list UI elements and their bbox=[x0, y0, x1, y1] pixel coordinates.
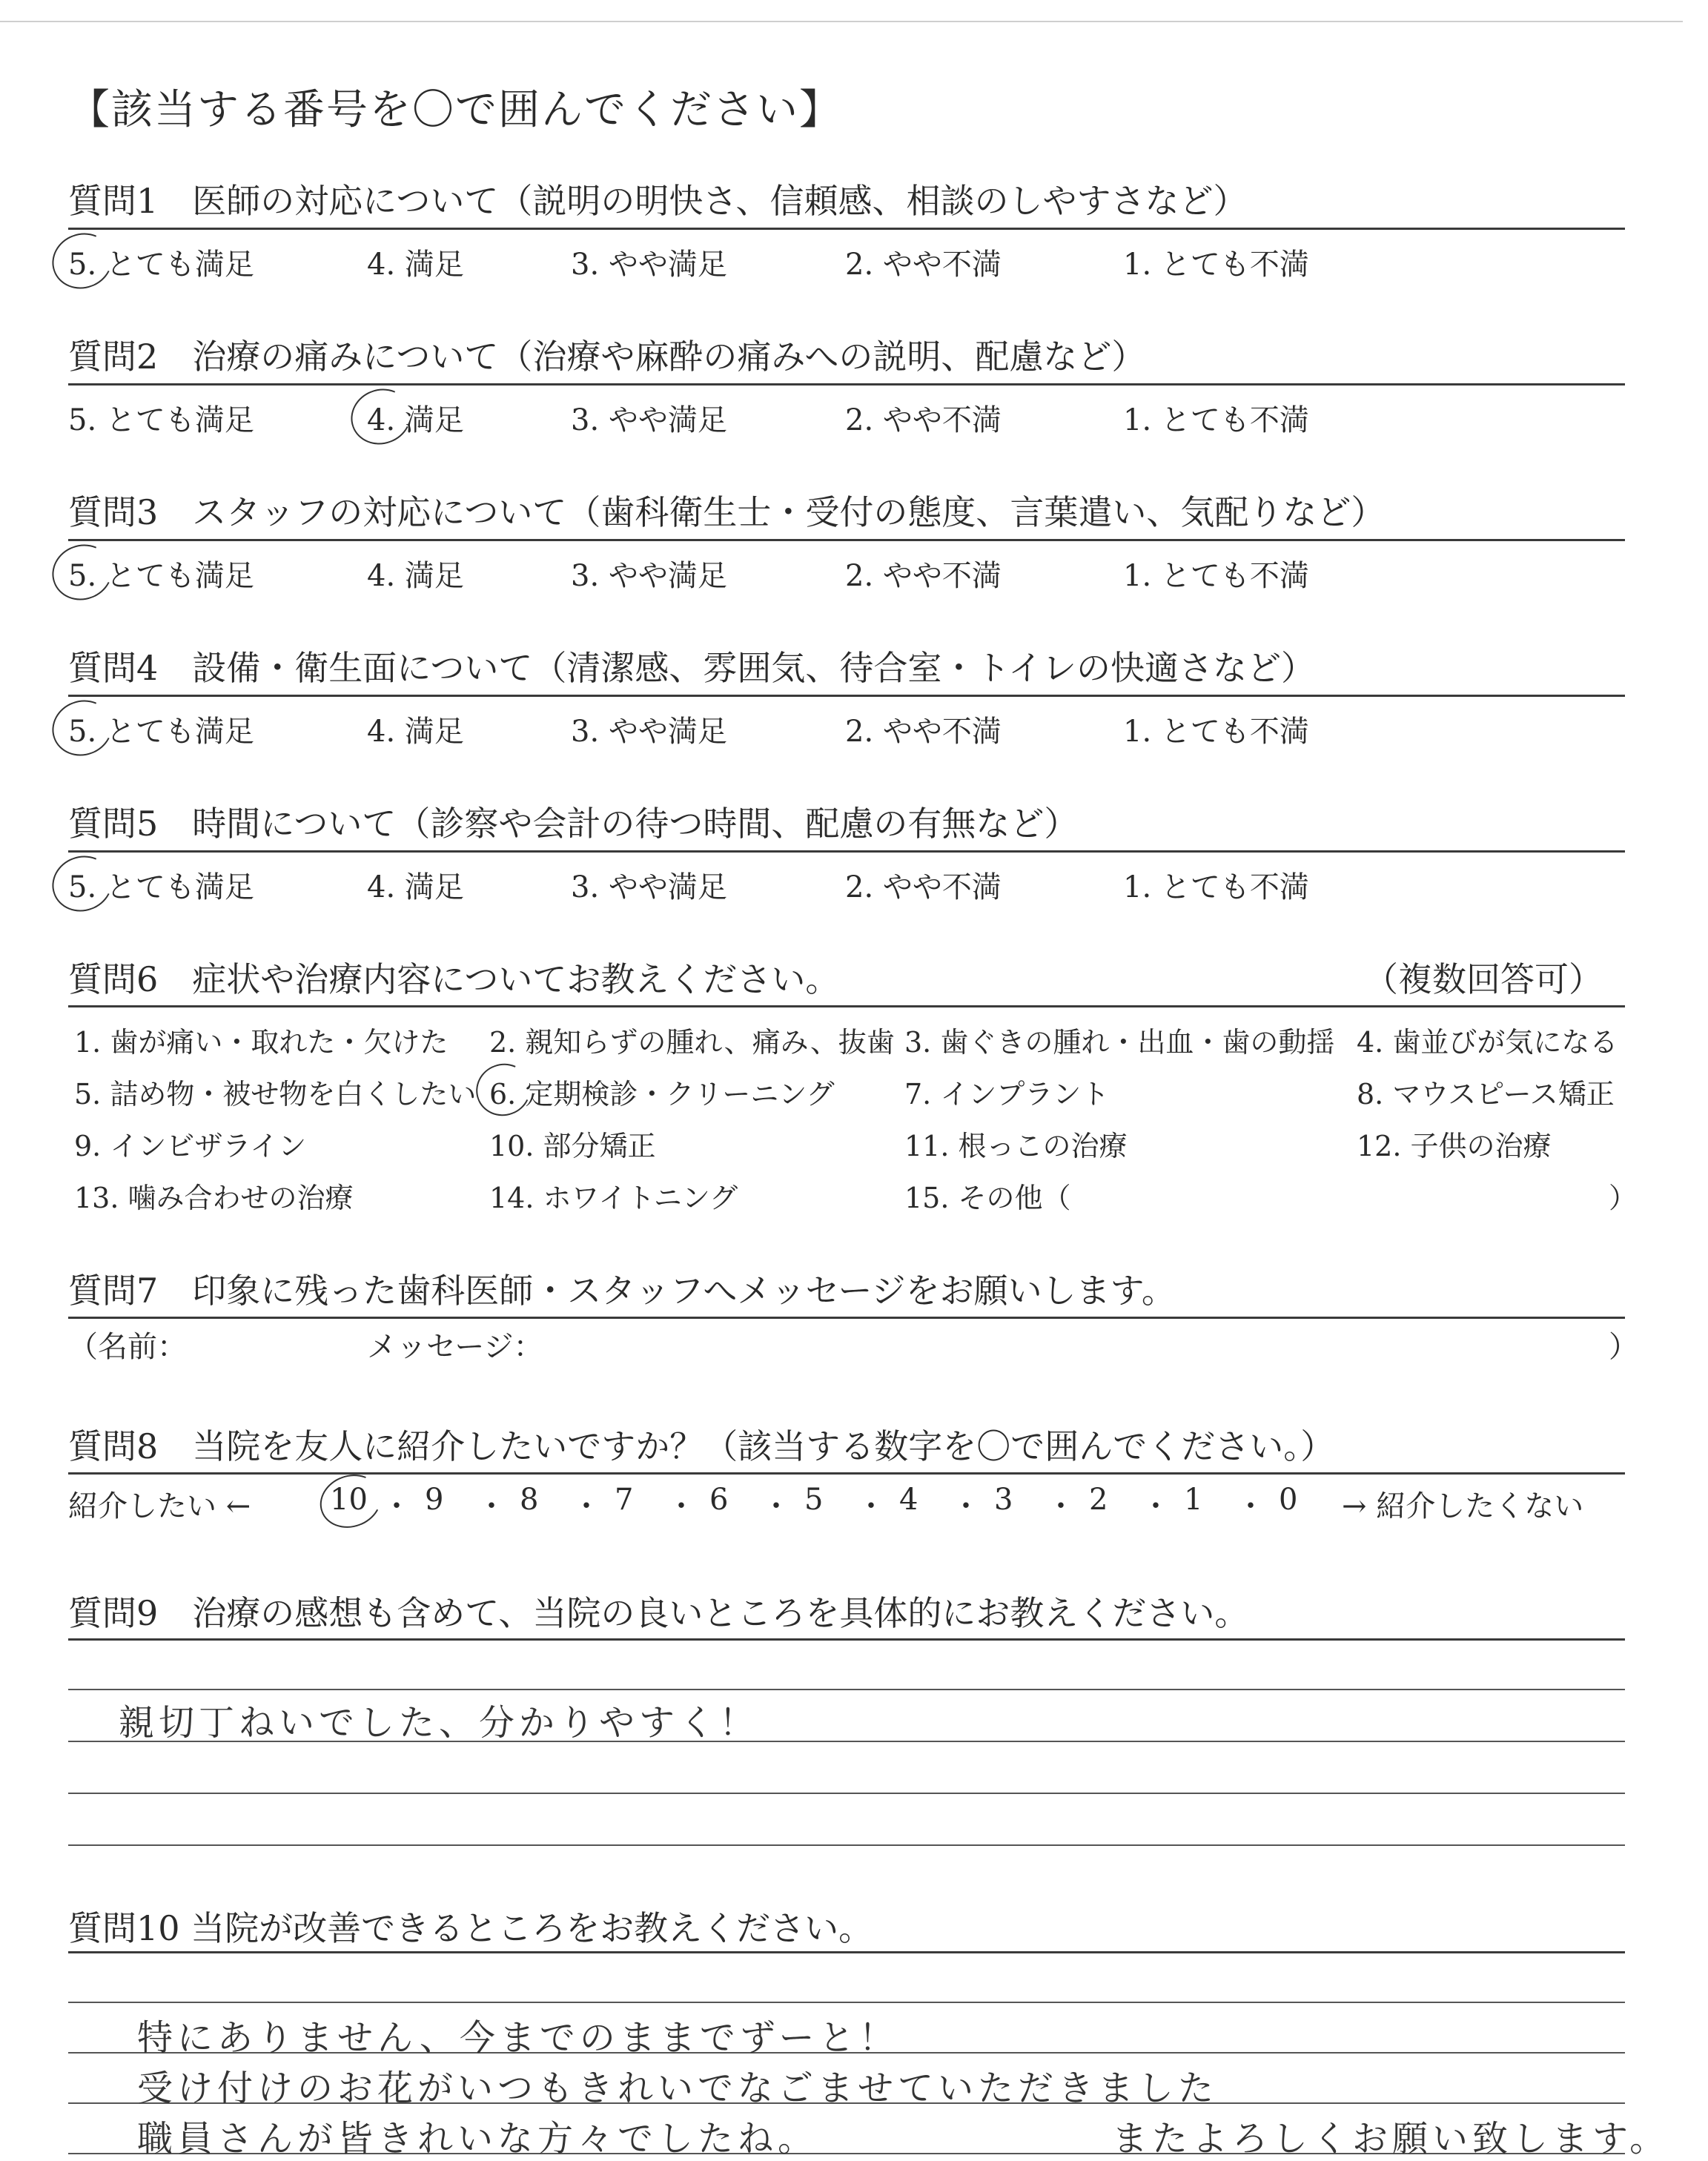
q7-title: 質問7 印象に残った歯科医師・スタッフへメッセージをお願いします。 bbox=[68, 1271, 1176, 1311]
q8-left-label: 紹介したい ← bbox=[68, 1489, 251, 1523]
q8-score-0[interactable]: 0 bbox=[1279, 1483, 1298, 1517]
q1-selection-circle bbox=[44, 225, 120, 297]
q8-scale-separator: ・ bbox=[382, 1489, 411, 1523]
q6-option-7[interactable]: 7. インプラント bbox=[904, 1078, 1110, 1111]
q2-title: 質問2 治療の痛みについて（治療や麻酔の痛みへの説明、配慮など） bbox=[68, 337, 1146, 377]
q5-option-4[interactable]: 4. 満足 bbox=[367, 870, 464, 904]
q5-option-5[interactable]: 5. とても満足 bbox=[68, 870, 254, 904]
q1-option-4[interactable]: 4. 満足 bbox=[367, 248, 464, 282]
q6-option-12[interactable]: 12. 子供の治療 bbox=[1357, 1130, 1552, 1162]
q6-note: （複数回答可） bbox=[1364, 959, 1603, 999]
q8-score-4[interactable]: 4 bbox=[899, 1483, 918, 1517]
q1-option-1[interactable]: 1. とても不満 bbox=[1123, 248, 1309, 282]
q9-answer-line bbox=[68, 1793, 1625, 1794]
q3-option-1[interactable]: 1. とても不満 bbox=[1123, 559, 1309, 593]
q6-option-2[interactable]: 2. 親知らずの腫れ、痛み、抜歯 bbox=[489, 1026, 895, 1059]
q4-selection-circle bbox=[44, 692, 120, 764]
q3-option-2[interactable]: 2. やや不満 bbox=[845, 559, 1002, 593]
q8-scale-separator: ・ bbox=[951, 1489, 981, 1523]
q6-option-11[interactable]: 11. 根っこの治療 bbox=[904, 1130, 1128, 1162]
q8-score-3[interactable]: 3 bbox=[994, 1483, 1013, 1517]
q9-answer-line bbox=[68, 1689, 1625, 1690]
q8-scale-separator: ・ bbox=[572, 1489, 601, 1523]
q8-scale-separator: ・ bbox=[1046, 1489, 1076, 1523]
q4-option-5[interactable]: 5. とても満足 bbox=[68, 715, 254, 749]
q2-selection-circle bbox=[343, 380, 419, 453]
q5-rule bbox=[68, 850, 1625, 853]
q5-option-1[interactable]: 1. とても不満 bbox=[1123, 870, 1309, 904]
q10-handwritten-line-1: 特にありません、今までのままでずーと！ bbox=[137, 2017, 899, 2059]
q8-title: 質問8 当院を友人に紹介したいですか？（該当する数字を〇で囲んでください。） bbox=[68, 1426, 1335, 1466]
q2-rule bbox=[68, 383, 1625, 385]
q6-option-3[interactable]: 3. 歯ぐきの腫れ・出血・歯の動揺 bbox=[904, 1026, 1335, 1059]
q7-close-paren: ） bbox=[1609, 1330, 1638, 1364]
q10-handwritten-line-2: 受け付けのお花がいつもきれいでなごませていただきました bbox=[137, 2068, 1219, 2109]
q3-option-5[interactable]: 5. とても満足 bbox=[68, 559, 254, 593]
q3-option-4[interactable]: 4. 満足 bbox=[367, 559, 464, 593]
q6-title: 質問6 症状や治療内容についてお教えください。 bbox=[68, 959, 840, 999]
q10-answer-line bbox=[68, 2002, 1625, 2003]
q1-rule bbox=[68, 228, 1625, 230]
q8-rule bbox=[68, 1472, 1625, 1475]
q3-title: 質問3 スタッフの対応について（歯科衛生士・受付の態度、言葉遣い、気配りなど） bbox=[68, 492, 1386, 532]
q6-other-close-paren: ） bbox=[1609, 1182, 1638, 1214]
q2-option-1[interactable]: 1. とても不満 bbox=[1123, 403, 1309, 437]
q8-scale-separator: ・ bbox=[477, 1489, 506, 1523]
q1-option-2[interactable]: 2. やや不満 bbox=[845, 248, 1002, 282]
q8-scale-separator: ・ bbox=[666, 1489, 696, 1523]
q4-title: 質問4 設備・衛生面について（清潔感、雰囲気、待合室・トイレの快適さなど） bbox=[68, 648, 1316, 688]
q6-option-10[interactable]: 10. 部分矯正 bbox=[489, 1130, 656, 1162]
q8-score-1[interactable]: 1 bbox=[1184, 1483, 1203, 1517]
q8-score-7[interactable]: 7 bbox=[615, 1483, 634, 1517]
q5-option-2[interactable]: 2. やや不満 bbox=[845, 870, 1002, 904]
q10-handwritten-line-4: またよろしくお願い致します。 bbox=[1112, 2118, 1670, 2160]
q2-option-5[interactable]: 5. とても満足 bbox=[68, 403, 254, 437]
q2-option-3[interactable]: 3. やや満足 bbox=[571, 403, 727, 437]
q4-option-4[interactable]: 4. 満足 bbox=[367, 715, 464, 749]
q8-scale-separator: ・ bbox=[1236, 1489, 1265, 1523]
q4-option-1[interactable]: 1. とても不満 bbox=[1123, 715, 1309, 749]
q9-answer-line bbox=[68, 1844, 1625, 1846]
q5-option-3[interactable]: 3. やや満足 bbox=[571, 870, 727, 904]
q3-option-3[interactable]: 3. やや満足 bbox=[571, 559, 727, 593]
q6-selection-circle bbox=[469, 1056, 537, 1123]
q1-option-5[interactable]: 5. とても満足 bbox=[68, 248, 254, 282]
q3-selection-circle bbox=[44, 536, 120, 609]
page-top-edge bbox=[0, 21, 1683, 22]
q6-option-6[interactable]: 6. 定期検診・クリーニング bbox=[489, 1078, 835, 1111]
q8-score-8[interactable]: 8 bbox=[520, 1483, 539, 1517]
q9-handwritten-answer: 親切丁ねいでした、分かりやすく！ bbox=[119, 1702, 760, 1744]
q6-option-9[interactable]: 9. インビザライン bbox=[74, 1130, 307, 1162]
q2-option-4[interactable]: 4. 満足 bbox=[367, 403, 464, 437]
q6-option-1[interactable]: 1. 歯が痛い・取れた・欠けた bbox=[74, 1026, 448, 1059]
q5-title: 質問5 時間について（診察や会計の待つ時間、配慮の有無など） bbox=[68, 804, 1079, 844]
q4-rule bbox=[68, 695, 1625, 697]
q8-score-9[interactable]: 9 bbox=[425, 1483, 444, 1517]
q8-right-label: → 紹介したくない bbox=[1342, 1489, 1584, 1523]
q3-rule bbox=[68, 539, 1625, 541]
q8-score-5[interactable]: 5 bbox=[804, 1483, 824, 1517]
q8-score-10[interactable]: 10 bbox=[330, 1483, 368, 1517]
q10-handwritten-line-3: 職員さんが皆きれいな方々でしたね。 bbox=[137, 2118, 818, 2160]
q9-rule bbox=[68, 1638, 1625, 1641]
q10-title: 質問10 当院が改善できるところをお教えください。 bbox=[68, 1908, 873, 1948]
q7-message-label: メッセージ： bbox=[367, 1330, 543, 1364]
q8-selection-circle bbox=[313, 1466, 389, 1537]
q7-rule bbox=[68, 1317, 1625, 1319]
q6-rule bbox=[68, 1005, 1625, 1007]
q8-score-2[interactable]: 2 bbox=[1089, 1483, 1108, 1517]
q6-option-5[interactable]: 5. 詰め物・被せ物を白くしたい bbox=[74, 1078, 477, 1111]
q1-title: 質問1 医師の対応について（説明の明快さ、信頼感、相談のしやすさなど） bbox=[68, 181, 1248, 221]
q6-option-13[interactable]: 13. 噛み合わせの治療 bbox=[74, 1182, 354, 1214]
q4-option-2[interactable]: 2. やや不満 bbox=[845, 715, 1002, 749]
q6-option-4[interactable]: 4. 歯並びが気になる bbox=[1357, 1026, 1618, 1059]
q8-scale-separator: ・ bbox=[856, 1489, 886, 1523]
q5-selection-circle bbox=[44, 847, 120, 920]
q2-option-2[interactable]: 2. やや不満 bbox=[845, 403, 1002, 437]
q10-rule bbox=[68, 1951, 1625, 1953]
q6-option-14[interactable]: 14. ホワイトニング bbox=[489, 1182, 738, 1214]
q6-option-8[interactable]: 8. マウスピース矯正 bbox=[1357, 1078, 1615, 1111]
q4-option-3[interactable]: 3. やや満足 bbox=[571, 715, 727, 749]
q8-scale-separator: ・ bbox=[1141, 1489, 1171, 1523]
q6-option-15[interactable]: 15. その他（ bbox=[904, 1182, 1071, 1214]
q1-option-3[interactable]: 3. やや満足 bbox=[571, 248, 727, 282]
q8-scale-separator: ・ bbox=[761, 1489, 791, 1523]
q9-title: 質問9 治療の感想も含めて、当院の良いところを具体的にお教えください。 bbox=[68, 1593, 1249, 1633]
q8-score-6[interactable]: 6 bbox=[709, 1483, 729, 1517]
form-header-title: 【該当する番号を〇で囲んでください】 bbox=[68, 86, 842, 134]
q7-name-label: （名前： bbox=[68, 1330, 187, 1364]
